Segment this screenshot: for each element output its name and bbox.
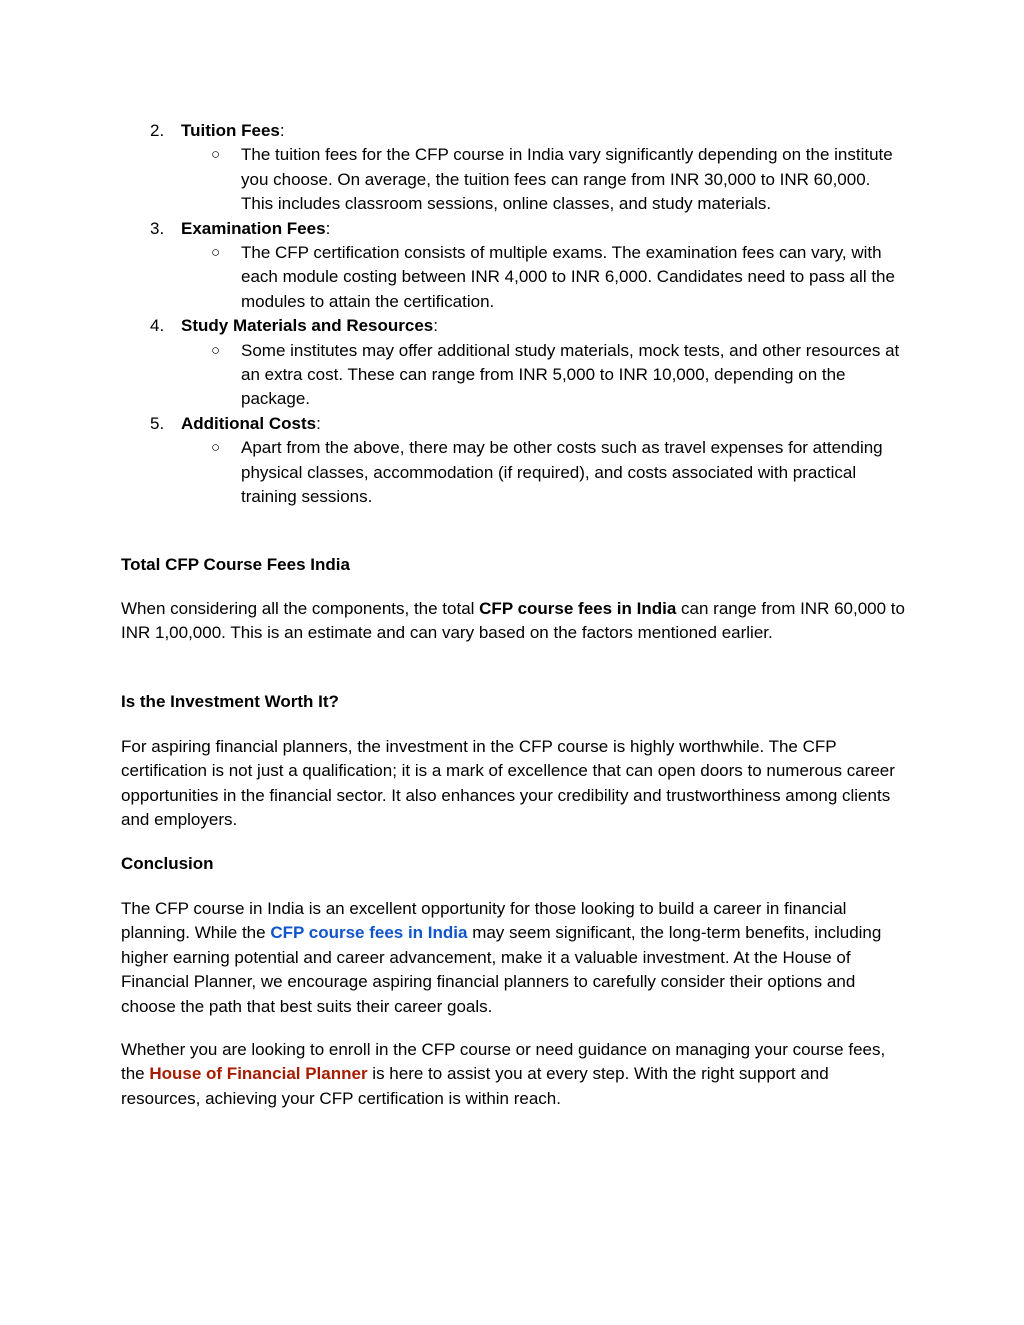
sub-item-text: The tuition fees for the CFP course in India vary significantly depending on the institute you choose. On average, the tuition fees can range from INR 30,000 to INR 60,000. This includes classroom sessions, online classes, and study materials.: [241, 145, 893, 214]
sub-item-text: Apart from the above, there may be other costs such as travel expenses for attending physical classes, accommodation (if required), and costs associated with practical training sessions.: [241, 438, 883, 507]
hollow-bullet-icon: ○: [211, 146, 221, 164]
sub-item-text: The CFP certification consists of multiple exams. The examination fees can vary, with each module costing between INR 4,000 to INR 6,000. Candidates need to pass all the modules to attain the certification.: [241, 243, 895, 311]
list-item-title: Study Materials and Resources: [181, 316, 434, 336]
fees-list: [0, 119, 1024, 509]
sub-item: [0, 339, 901, 412]
list-item-additional-costs: [0, 412, 1024, 510]
title-colon: :: [325, 218, 331, 238]
hollow-bullet-icon: ○: [211, 341, 221, 359]
hollow-bullet-icon: ○: [211, 244, 221, 261]
hollow-bullet-icon: ○: [211, 439, 221, 457]
list-number: 2.: [150, 121, 165, 140]
list-number: 3.: [150, 218, 165, 238]
title-colon: :: [316, 413, 321, 433]
cfp-fees-link[interactable]: CFP course fees in India: [270, 923, 468, 943]
total-fees-paragraph: When considering all the components, the total CFP course fees in India can range from INR 60,000 to INR 1,00,000. This is an estimate and can vary based on the factors mentioned earlier.: [121, 599, 905, 643]
list-item-title: Examination Fees: [181, 218, 326, 238]
list-number: 5.: [150, 413, 165, 433]
title-colon: :: [279, 121, 285, 140]
final-paragraph: Whether you are looking to enroll in the CFP course or need guidance on managing your course fees, the House of Financial Planner is here to assist you at every step. With the right support and resources, achieving your CFP certification is within reach.: [121, 1040, 886, 1108]
sub-item-text: Some institutes may offer additional study materials, mock tests, and other resources at an extra cost. These can range from INR 5,000 to INR 10,000, depending on the package.: [241, 340, 900, 409]
investment-worth-heading: Is the Investment Worth It?: [121, 692, 339, 711]
investment-worth-paragraph: For aspiring financial planners, the investment in the CFP course is highly worthwhile. The CFP certification is not just a qualification; it is a mark of excellence that can open doors to numerous career opportunities in the financial sector. It also enhances your credibility and trustworthiness among clients and employers.: [121, 737, 895, 830]
sub-item: [0, 436, 901, 509]
house-of-financial-planner-link[interactable]: House of Financial Planner: [149, 1064, 368, 1084]
sub-item: [0, 241, 901, 314]
sub-item: [0, 143, 901, 216]
conclusion-paragraph: The CFP course in India is an excellent opportunity for those looking to build a career in financial planning. While the CFP course fees in India may seem significant, the long-term benefits, including higher earning potential and career advancement, make it a valuable investment. At the House of Financial Planner, we encourage aspiring financial planners to carefully consider their options and choose the path that best suits their career goals.: [121, 899, 882, 1016]
list-item-tuition-fees: [0, 119, 1024, 217]
list-item-study-materials: [0, 314, 1024, 412]
list-item-examination-fees: [0, 217, 1024, 315]
bold-keyword: CFP course fees in India: [479, 599, 677, 618]
list-number: 4.: [150, 316, 165, 336]
title-colon: :: [433, 316, 438, 336]
conclusion-heading: Conclusion: [121, 854, 214, 873]
list-item-title: Additional Costs: [181, 413, 317, 433]
list-item-title: Tuition Fees: [181, 121, 280, 140]
total-fees-heading: Total CFP Course Fees India: [121, 555, 350, 574]
